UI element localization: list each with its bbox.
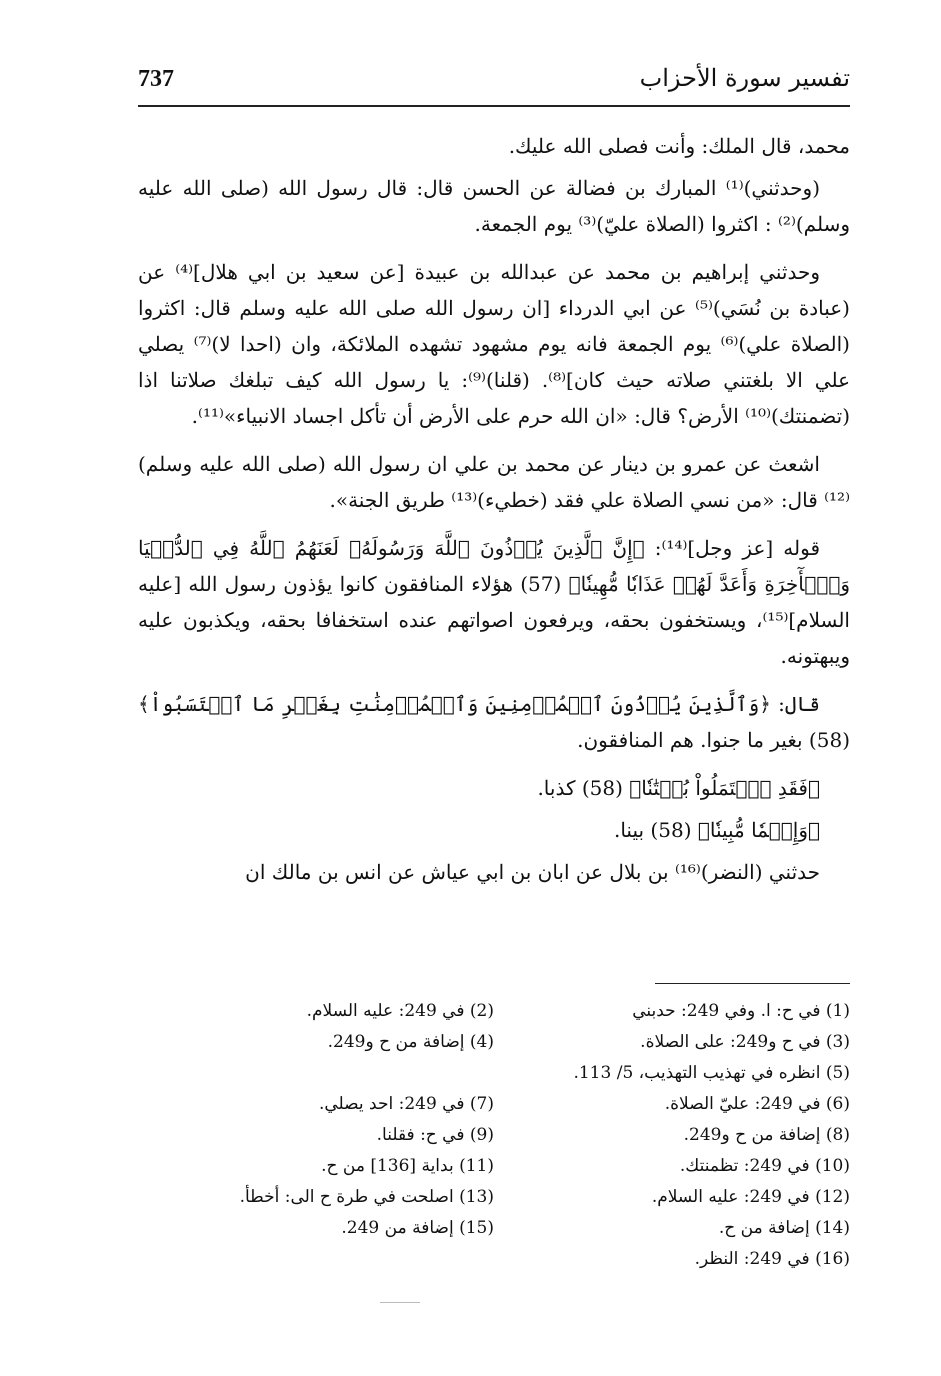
footnote: (10) في 249: تظمنتك. [679, 1156, 850, 1176]
body-text [138, 128, 850, 902]
footnote [138, 1058, 494, 1089]
footnote: (7) في 249: احد يصلي. [318, 1094, 494, 1114]
footnote: (16) في 249: النظر. [694, 1249, 850, 1269]
footnote: (1) في ح: ا. وفي 249: حدبني [632, 1001, 850, 1021]
footnote-rule [655, 983, 850, 984]
footnotes [138, 996, 850, 1275]
footnote-row [138, 1182, 850, 1213]
footnote-row [138, 1120, 850, 1151]
paragraph: محمد، قال الملك: وأنت فصلى الله عليك. [508, 134, 850, 158]
footnote: (4) إضافة من ح و249. [327, 1032, 494, 1052]
footnote: (11) بداية [136] من ح. [321, 1156, 494, 1176]
header-rule [138, 105, 850, 107]
footnote: (5) انظره في تهذيب التهذيب، 5/ 113. [573, 1063, 850, 1083]
paragraph: (وحدثني)⁽¹⁾ المبارك بن فضالة عن الحسن قال: قال رسول الله (صلى الله عليه وسلم)⁽²⁾ : اكثروا (الصلاة عليّ)⁽³⁾ يوم الجمعة. [138, 176, 850, 236]
footnote-row [138, 1244, 850, 1275]
footnote: (14) إضافة من ح. [718, 1218, 850, 1238]
page-header [138, 62, 850, 106]
footnote: (13) اصلحت في طرة ح الى: أخطأ. [239, 1187, 494, 1207]
paragraph: حدثني (النضر)⁽¹⁶⁾ بن بلال عن ابان بن ابي عياش عن انس بن مالك ان [245, 860, 820, 884]
footnote-row [138, 1027, 850, 1058]
page-number: 737 [138, 66, 174, 92]
bottom-mark [380, 1302, 420, 1303]
paragraph: وحدثني إبراهيم بن محمد عن عبدالله بن عبيدة [عن سعيد بن ابي هلال]⁽⁴⁾ عن (عبادة بن نُسَي)⁽⁵⁾ عن ابي الدرداء [ان رسول الله صلى الله عليه وسلم قال: اكثروا (الصلاة علي)⁽⁶⁾ يوم الجمعة فانه يوم مشهود تشهده الملائكة، وان (احدا لا)⁽⁷⁾ يصلي علي الا بلغتني صلاته حيث كان]⁽⁸⁾. (قلنا)⁽⁹⁾: يا رسول الله كيف تبلغك صلاتنا اذا (تضمنتك)⁽¹⁰⁾ الأرض؟ قال: «ان الله حرم على الأرض أن تأكل اجساد الانبياء»⁽¹¹⁾. [138, 260, 851, 428]
paragraph: قال: ﴿وَٱلَّذِينَ يُؤۡذُونَ ٱلۡمُؤۡمِنِينَ وَٱلۡمُؤۡمِنَٰتِ بِغَيۡرِ مَا ٱكۡتَسَبُواْ﴾ (58) بغير ما جنوا. هم المنافقون. [138, 692, 850, 752]
footnote-row [138, 1058, 850, 1089]
footnote [138, 1244, 494, 1275]
footnote-row [138, 996, 850, 1027]
paragraph: ﴿فَقَدِ ٱحۡتَمَلُواْ بُهۡتَٰنٗا﴾ (58) كذبا. [537, 776, 820, 800]
paragraph: ﴿وَإِثۡمٗا مُّبِينٗا﴾ (58) بينا. [613, 818, 820, 842]
running-title: تفسير سورة الأحزاب [639, 64, 850, 92]
footnote-row [138, 1089, 850, 1120]
footnote-row [138, 1151, 850, 1182]
footnote: (12) في 249: عليه السلام. [651, 1187, 850, 1207]
footnote: (2) في 249: عليه السلام. [306, 1001, 494, 1021]
footnote: (15) إضافة من 249. [341, 1218, 494, 1238]
footnote: (6) في 249: عليّ الصلاة. [664, 1094, 850, 1114]
footnote: (3) في ح و249: على الصلاة. [640, 1032, 850, 1052]
footnote: (9) في ح: فقلنا. [376, 1125, 494, 1145]
footnote-row [138, 1213, 850, 1244]
paragraph: قوله [عز وجل]⁽¹⁴⁾: ﴿إِنَّ ٱلَّذِينَ يُؤۡذُونَ ٱللَّهَ وَرَسُولَهُۥ لَعَنَهُمُ ٱللَّهُ فِي ٱلدُّنۡيَا وَٱلۡأٓخِرَةِ وَأَعَدَّ لَهُمۡ عَذَابٗا مُّهِينٗا﴾ (57) هؤلاء المنافقون كانوا يؤذون رسول الله [عليه السلام]⁽¹⁵⁾، ويستخفون بحقه، ويرفعون اصواتهم عنده استخفافا بحقه، ويكذبون عليه ويبهتونه. [138, 536, 850, 668]
footnote: (8) إضافة من ح و249. [683, 1125, 850, 1145]
paragraph: اشعث عن عمرو بن دينار عن محمد بن علي ان رسول الله (صلى الله عليه وسلم)⁽¹²⁾ قال: «من نسي الصلاة علي فقد (خطيء)⁽¹³⁾ طريق الجنة». [138, 452, 850, 512]
